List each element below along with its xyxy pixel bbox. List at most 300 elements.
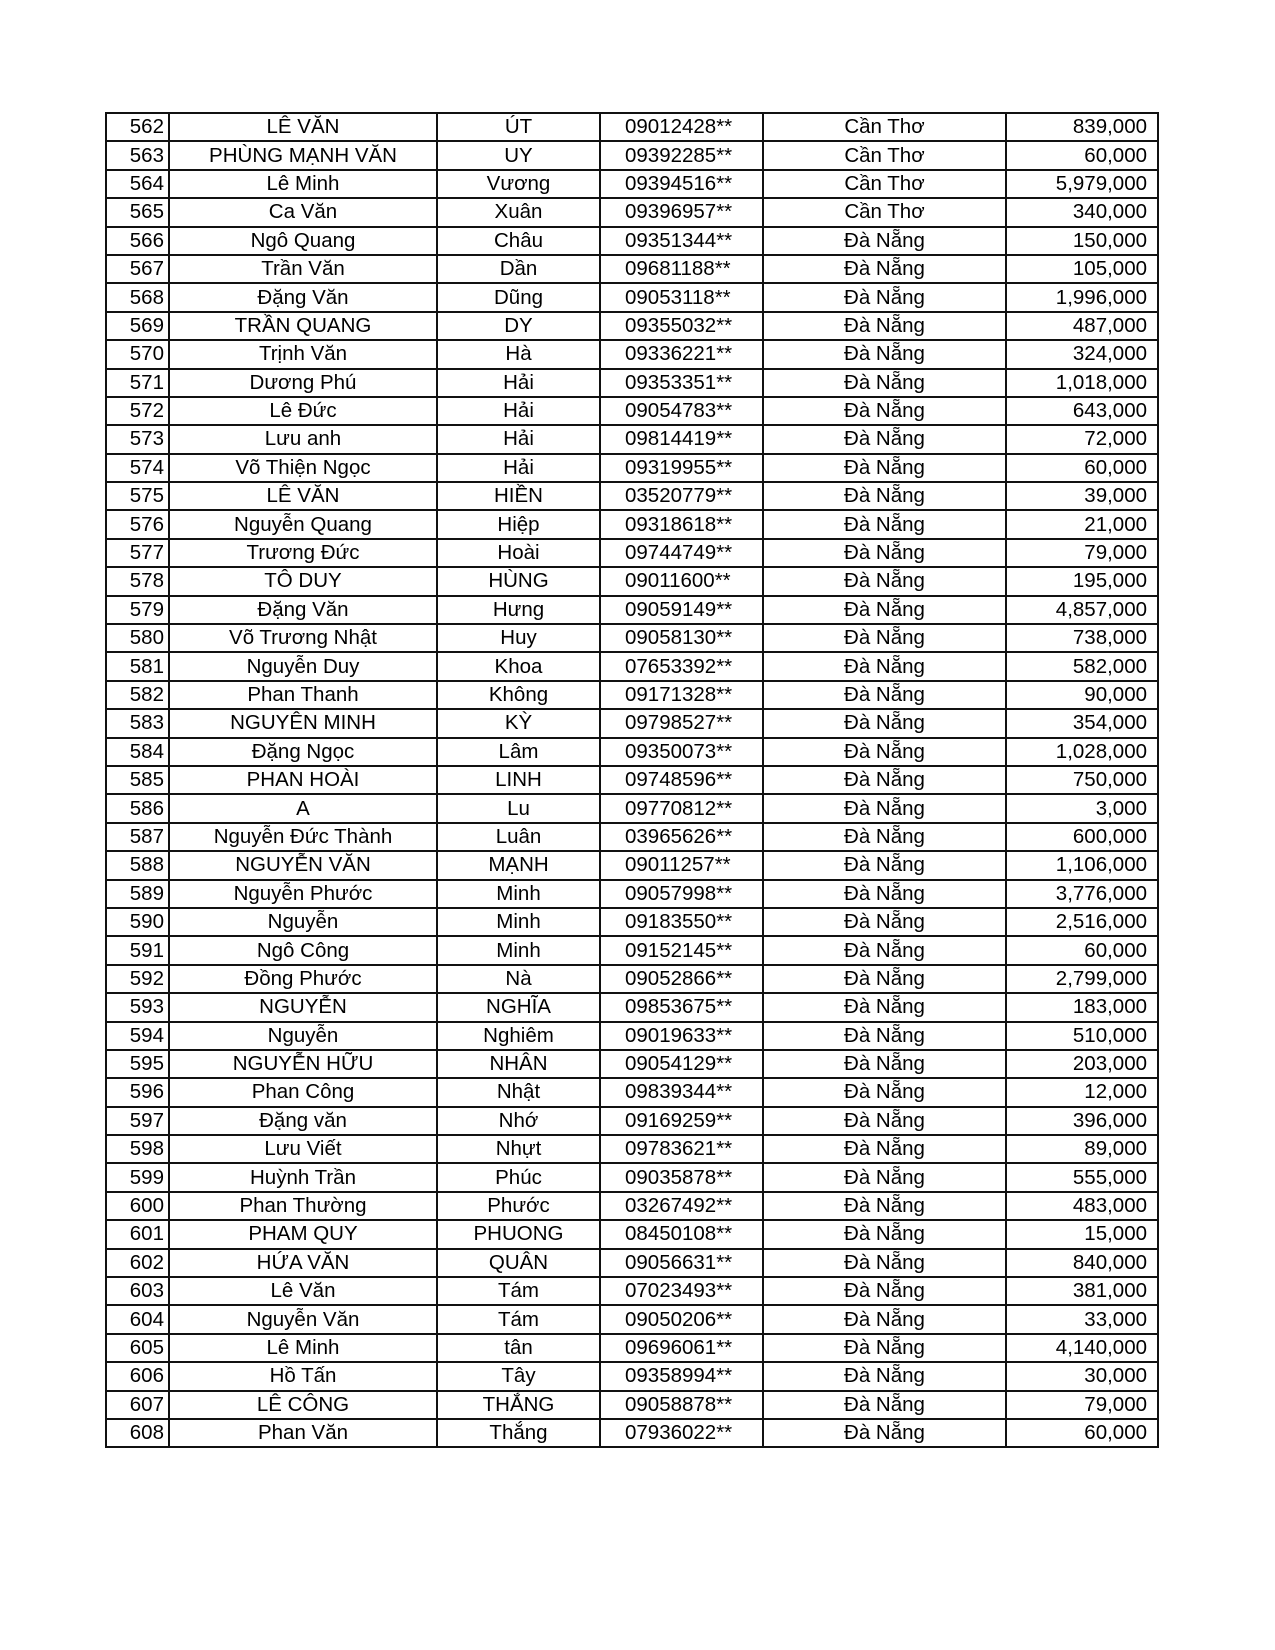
surname-cell: Võ Thiện Ngọc (169, 454, 437, 482)
province-cell: Cần Thơ (763, 170, 1006, 198)
table-row (106, 255, 1158, 283)
row-number-cell: 579 (106, 596, 169, 624)
province-cell: Đà Nẵng (763, 1220, 1006, 1248)
row-number-cell: 601 (106, 1220, 169, 1248)
table-row (106, 1050, 1158, 1078)
row-number-cell: 573 (106, 425, 169, 453)
amount-cell: 839,000 (1006, 113, 1158, 141)
province-cell: Đà Nẵng (763, 340, 1006, 368)
surname-cell: Nguyễn (169, 1022, 437, 1050)
table-row (106, 567, 1158, 595)
province-cell: Đà Nẵng (763, 567, 1006, 595)
province-cell: Đà Nẵng (763, 369, 1006, 397)
surname-cell: Đặng Ngọc (169, 738, 437, 766)
row-number-cell: 603 (106, 1277, 169, 1305)
province-cell: Đà Nẵng (763, 908, 1006, 936)
amount-cell: 5,979,000 (1006, 170, 1158, 198)
phone-cell: 09396957** (600, 198, 763, 226)
table-row (106, 397, 1158, 425)
amount-cell: 643,000 (1006, 397, 1158, 425)
phone-cell: 08450108** (600, 1220, 763, 1248)
province-cell: Đà Nẵng (763, 823, 1006, 851)
table-row (106, 141, 1158, 169)
amount-cell: 203,000 (1006, 1050, 1158, 1078)
amount-cell: 12,000 (1006, 1078, 1158, 1106)
surname-cell: Dương Phú (169, 369, 437, 397)
surname-cell: LÊ CÔNG (169, 1391, 437, 1419)
surname-cell: PHAN HOÀI (169, 766, 437, 794)
surname-cell: Ngô Công (169, 936, 437, 964)
surname-cell: TRẦN QUANG (169, 312, 437, 340)
amount-cell: 3,776,000 (1006, 880, 1158, 908)
phone-cell: 09152145** (600, 936, 763, 964)
table-row (106, 369, 1158, 397)
table-row (106, 1305, 1158, 1333)
table-row (106, 596, 1158, 624)
amount-cell: 396,000 (1006, 1107, 1158, 1135)
table-row (106, 624, 1158, 652)
phone-cell: 09053118** (600, 283, 763, 311)
amount-cell: 89,000 (1006, 1135, 1158, 1163)
row-number-cell: 580 (106, 624, 169, 652)
given-name-cell: LINH (437, 766, 600, 794)
province-cell: Đà Nẵng (763, 539, 1006, 567)
table-row (106, 227, 1158, 255)
amount-cell: 1,028,000 (1006, 738, 1158, 766)
row-number-cell: 571 (106, 369, 169, 397)
row-number-cell: 602 (106, 1249, 169, 1277)
province-cell: Đà Nẵng (763, 227, 1006, 255)
surname-cell: Nguyễn Duy (169, 652, 437, 680)
surname-cell: NGUYÊN MINH (169, 709, 437, 737)
phone-cell: 09744749** (600, 539, 763, 567)
given-name-cell: Nhựt (437, 1135, 600, 1163)
table-row (106, 1391, 1158, 1419)
table-row (106, 993, 1158, 1021)
amount-cell: 79,000 (1006, 539, 1158, 567)
surname-cell: NGUYỄN HỮU (169, 1050, 437, 1078)
amount-cell: 4,857,000 (1006, 596, 1158, 624)
given-name-cell: tân (437, 1334, 600, 1362)
province-cell: Cần Thơ (763, 141, 1006, 169)
table-row (106, 766, 1158, 794)
phone-cell: 09059149** (600, 596, 763, 624)
phone-cell: 09351344** (600, 227, 763, 255)
surname-cell: Phan Thường (169, 1192, 437, 1220)
table-row (106, 340, 1158, 368)
amount-cell: 555,000 (1006, 1163, 1158, 1191)
row-number-cell: 594 (106, 1022, 169, 1050)
phone-cell: 07936022** (600, 1419, 763, 1447)
surname-cell: Phan Công (169, 1078, 437, 1106)
given-name-cell: ÚT (437, 113, 600, 141)
amount-cell: 30,000 (1006, 1362, 1158, 1390)
surname-cell: Hồ Tấn (169, 1362, 437, 1390)
amount-cell: 2,516,000 (1006, 908, 1158, 936)
row-number-cell: 583 (106, 709, 169, 737)
row-number-cell: 595 (106, 1050, 169, 1078)
surname-cell: Lê Minh (169, 170, 437, 198)
row-number-cell: 604 (106, 1305, 169, 1333)
table-row (106, 1277, 1158, 1305)
province-cell: Đà Nẵng (763, 624, 1006, 652)
table-row (106, 425, 1158, 453)
amount-cell: 183,000 (1006, 993, 1158, 1021)
given-name-cell: Tám (437, 1277, 600, 1305)
province-cell: Đà Nẵng (763, 794, 1006, 822)
given-name-cell: HIỀN (437, 482, 600, 510)
given-name-cell: Xuân (437, 198, 600, 226)
row-number-cell: 608 (106, 1419, 169, 1447)
amount-cell: 483,000 (1006, 1192, 1158, 1220)
table-row (106, 823, 1158, 851)
amount-cell: 324,000 (1006, 340, 1158, 368)
given-name-cell: Hà (437, 340, 600, 368)
amount-cell: 510,000 (1006, 1022, 1158, 1050)
phone-cell: 09350073** (600, 738, 763, 766)
given-name-cell: Nghiêm (437, 1022, 600, 1050)
surname-cell: Nguyễn (169, 908, 437, 936)
surname-cell: Huỳnh Trần (169, 1163, 437, 1191)
given-name-cell: Khoa (437, 652, 600, 680)
province-cell: Đà Nẵng (763, 1078, 1006, 1106)
row-number-cell: 582 (106, 681, 169, 709)
given-name-cell: Lâm (437, 738, 600, 766)
data-table (105, 112, 1159, 1448)
given-name-cell: Phước (437, 1192, 600, 1220)
province-cell: Đà Nẵng (763, 993, 1006, 1021)
row-number-cell: 585 (106, 766, 169, 794)
row-number-cell: 589 (106, 880, 169, 908)
table-row (106, 880, 1158, 908)
given-name-cell: UY (437, 141, 600, 169)
phone-cell: 09770812** (600, 794, 763, 822)
phone-cell: 09058878** (600, 1391, 763, 1419)
phone-cell: 09394516** (600, 170, 763, 198)
province-cell: Đà Nẵng (763, 1419, 1006, 1447)
phone-cell: 09748596** (600, 766, 763, 794)
amount-cell: 90,000 (1006, 681, 1158, 709)
table-row (106, 1249, 1158, 1277)
row-number-cell: 568 (106, 283, 169, 311)
phone-cell: 03965626** (600, 823, 763, 851)
surname-cell: Phan Thanh (169, 681, 437, 709)
row-number-cell: 570 (106, 340, 169, 368)
row-number-cell: 593 (106, 993, 169, 1021)
given-name-cell: QUÂN (437, 1249, 600, 1277)
row-number-cell: 600 (106, 1192, 169, 1220)
surname-cell: HỨA VĂN (169, 1249, 437, 1277)
table-row (106, 1135, 1158, 1163)
surname-cell: PHÙNG MẠNH VĂN (169, 141, 437, 169)
amount-cell: 60,000 (1006, 1419, 1158, 1447)
given-name-cell: HÙNG (437, 567, 600, 595)
table-row (106, 1163, 1158, 1191)
phone-cell: 09853675** (600, 993, 763, 1021)
province-cell: Đà Nẵng (763, 454, 1006, 482)
given-name-cell: Tây (437, 1362, 600, 1390)
table-row (106, 1419, 1158, 1447)
province-cell: Đà Nẵng (763, 738, 1006, 766)
given-name-cell: Lu (437, 794, 600, 822)
amount-cell: 79,000 (1006, 1391, 1158, 1419)
province-cell: Đà Nẵng (763, 1022, 1006, 1050)
given-name-cell: Hoài (437, 539, 600, 567)
row-number-cell: 575 (106, 482, 169, 510)
phone-cell: 09392285** (600, 141, 763, 169)
row-number-cell: 598 (106, 1135, 169, 1163)
province-cell: Đà Nẵng (763, 1362, 1006, 1390)
province-cell: Đà Nẵng (763, 510, 1006, 538)
phone-cell: 09814419** (600, 425, 763, 453)
row-number-cell: 576 (106, 510, 169, 538)
province-cell: Đà Nẵng (763, 255, 1006, 283)
table-row (106, 510, 1158, 538)
amount-cell: 21,000 (1006, 510, 1158, 538)
phone-cell: 09171328** (600, 681, 763, 709)
amount-cell: 60,000 (1006, 936, 1158, 964)
province-cell: Đà Nẵng (763, 397, 1006, 425)
given-name-cell: NGHĨA (437, 993, 600, 1021)
amount-cell: 15,000 (1006, 1220, 1158, 1248)
row-number-cell: 569 (106, 312, 169, 340)
surname-cell: Trần Văn (169, 255, 437, 283)
surname-cell: Đồng Phước (169, 965, 437, 993)
table-row (106, 1107, 1158, 1135)
province-cell: Đà Nẵng (763, 1249, 1006, 1277)
row-number-cell: 597 (106, 1107, 169, 1135)
given-name-cell: Minh (437, 936, 600, 964)
amount-cell: 60,000 (1006, 141, 1158, 169)
phone-cell: 09353351** (600, 369, 763, 397)
given-name-cell: Không (437, 681, 600, 709)
given-name-cell: Dũng (437, 283, 600, 311)
table-row (106, 851, 1158, 879)
given-name-cell: DY (437, 312, 600, 340)
table-row (106, 1078, 1158, 1106)
province-cell: Đà Nẵng (763, 283, 1006, 311)
row-number-cell: 588 (106, 851, 169, 879)
phone-cell: 09336221** (600, 340, 763, 368)
table-row (106, 454, 1158, 482)
given-name-cell: KỲ (437, 709, 600, 737)
given-name-cell: NHÂN (437, 1050, 600, 1078)
row-number-cell: 584 (106, 738, 169, 766)
phone-cell: 09358994** (600, 1362, 763, 1390)
given-name-cell: Nhớ (437, 1107, 600, 1135)
province-cell: Đà Nẵng (763, 1391, 1006, 1419)
table-row (106, 965, 1158, 993)
province-cell: Đà Nẵng (763, 851, 1006, 879)
amount-cell: 4,140,000 (1006, 1334, 1158, 1362)
amount-cell: 1,996,000 (1006, 283, 1158, 311)
amount-cell: 105,000 (1006, 255, 1158, 283)
row-number-cell: 591 (106, 936, 169, 964)
province-cell: Đà Nẵng (763, 1334, 1006, 1362)
surname-cell: Nguyễn Đức Thành (169, 823, 437, 851)
table-row (106, 709, 1158, 737)
surname-cell: PHAM QUY (169, 1220, 437, 1248)
province-cell: Đà Nẵng (763, 1277, 1006, 1305)
table-row (106, 113, 1158, 141)
row-number-cell: 596 (106, 1078, 169, 1106)
province-cell: Đà Nẵng (763, 1305, 1006, 1333)
amount-cell: 1,018,000 (1006, 369, 1158, 397)
given-name-cell: Dần (437, 255, 600, 283)
phone-cell: 09798527** (600, 709, 763, 737)
province-cell: Đà Nẵng (763, 766, 1006, 794)
surname-cell: LÊ VĂN (169, 482, 437, 510)
given-name-cell: Hải (437, 425, 600, 453)
row-number-cell: 566 (106, 227, 169, 255)
surname-cell: Trịnh Văn (169, 340, 437, 368)
surname-cell: TÔ DUY (169, 567, 437, 595)
row-number-cell: 564 (106, 170, 169, 198)
surname-cell: Võ Trương Nhật (169, 624, 437, 652)
table-row (106, 283, 1158, 311)
amount-cell: 1,106,000 (1006, 851, 1158, 879)
province-cell: Đà Nẵng (763, 1050, 1006, 1078)
province-cell: Đà Nẵng (763, 681, 1006, 709)
row-number-cell: 567 (106, 255, 169, 283)
table-row (106, 170, 1158, 198)
amount-cell: 381,000 (1006, 1277, 1158, 1305)
row-number-cell: 563 (106, 141, 169, 169)
given-name-cell: Thắng (437, 1419, 600, 1447)
province-cell: Đà Nẵng (763, 425, 1006, 453)
amount-cell: 3,000 (1006, 794, 1158, 822)
row-number-cell: 572 (106, 397, 169, 425)
given-name-cell: Minh (437, 908, 600, 936)
given-name-cell: Minh (437, 880, 600, 908)
phone-cell: 09183550** (600, 908, 763, 936)
surname-cell: NGUYỄN VĂN (169, 851, 437, 879)
phone-cell: 09011600** (600, 567, 763, 595)
surname-cell: Lê Đức (169, 397, 437, 425)
amount-cell: 582,000 (1006, 652, 1158, 680)
given-name-cell: Hải (437, 369, 600, 397)
phone-cell: 09054129** (600, 1050, 763, 1078)
surname-cell: Đặng Văn (169, 283, 437, 311)
given-name-cell: THẮNG (437, 1391, 600, 1419)
table-row (106, 681, 1158, 709)
table-row (106, 738, 1158, 766)
table-row (106, 1362, 1158, 1390)
given-name-cell: Vương (437, 170, 600, 198)
table-row (106, 794, 1158, 822)
phone-cell: 03520779** (600, 482, 763, 510)
province-cell: Cần Thơ (763, 113, 1006, 141)
phone-cell: 09011257** (600, 851, 763, 879)
row-number-cell: 577 (106, 539, 169, 567)
province-cell: Đà Nẵng (763, 936, 1006, 964)
row-number-cell: 578 (106, 567, 169, 595)
row-number-cell: 605 (106, 1334, 169, 1362)
province-cell: Đà Nẵng (763, 596, 1006, 624)
table-body (106, 113, 1158, 1447)
phone-cell: 09019633** (600, 1022, 763, 1050)
surname-cell: Lê Minh (169, 1334, 437, 1362)
phone-cell: 07653392** (600, 652, 763, 680)
surname-cell: Ca Văn (169, 198, 437, 226)
province-cell: Đà Nẵng (763, 482, 1006, 510)
table-row (106, 482, 1158, 510)
surname-cell: Lê Văn (169, 1277, 437, 1305)
amount-cell: 600,000 (1006, 823, 1158, 851)
row-number-cell: 565 (106, 198, 169, 226)
surname-cell: Trương Đức (169, 539, 437, 567)
phone-cell: 09783621** (600, 1135, 763, 1163)
province-cell: Đà Nẵng (763, 312, 1006, 340)
given-name-cell: Luân (437, 823, 600, 851)
phone-cell: 09052866** (600, 965, 763, 993)
amount-cell: 750,000 (1006, 766, 1158, 794)
amount-cell: 150,000 (1006, 227, 1158, 255)
amount-cell: 33,000 (1006, 1305, 1158, 1333)
province-cell: Đà Nẵng (763, 880, 1006, 908)
table-row (106, 312, 1158, 340)
phone-cell: 09839344** (600, 1078, 763, 1106)
surname-cell: Lưu Viết (169, 1135, 437, 1163)
phone-cell: 09050206** (600, 1305, 763, 1333)
amount-cell: 195,000 (1006, 567, 1158, 595)
row-number-cell: 606 (106, 1362, 169, 1390)
table-row (106, 1334, 1158, 1362)
given-name-cell: PHUONG (437, 1220, 600, 1248)
surname-cell: NGUYỄN (169, 993, 437, 1021)
phone-cell: 09058130** (600, 624, 763, 652)
row-number-cell: 587 (106, 823, 169, 851)
province-cell: Cần Thơ (763, 198, 1006, 226)
surname-cell: LÊ VĂN (169, 113, 437, 141)
table-row (106, 652, 1158, 680)
table-row (106, 1022, 1158, 1050)
given-name-cell: Hiệp (437, 510, 600, 538)
row-number-cell: 590 (106, 908, 169, 936)
given-name-cell: MẠNH (437, 851, 600, 879)
phone-cell: 09057998** (600, 880, 763, 908)
phone-cell: 09056631** (600, 1249, 763, 1277)
phone-cell: 07023493** (600, 1277, 763, 1305)
amount-cell: 340,000 (1006, 198, 1158, 226)
given-name-cell: Hải (437, 397, 600, 425)
surname-cell: Phan Văn (169, 1419, 437, 1447)
surname-cell: Nguyễn Quang (169, 510, 437, 538)
amount-cell: 487,000 (1006, 312, 1158, 340)
phone-cell: 09169259** (600, 1107, 763, 1135)
surname-cell: Nguyễn Văn (169, 1305, 437, 1333)
surname-cell: Đặng Văn (169, 596, 437, 624)
given-name-cell: Nhật (437, 1078, 600, 1106)
surname-cell: Ngô Quang (169, 227, 437, 255)
row-number-cell: 586 (106, 794, 169, 822)
table-row (106, 198, 1158, 226)
amount-cell: 39,000 (1006, 482, 1158, 510)
phone-cell: 09319955** (600, 454, 763, 482)
surname-cell: Nguyễn Phước (169, 880, 437, 908)
given-name-cell: Châu (437, 227, 600, 255)
province-cell: Đà Nẵng (763, 1192, 1006, 1220)
row-number-cell: 574 (106, 454, 169, 482)
given-name-cell: Phúc (437, 1163, 600, 1191)
table-row (106, 908, 1158, 936)
amount-cell: 2,799,000 (1006, 965, 1158, 993)
surname-cell: A (169, 794, 437, 822)
given-name-cell: Huy (437, 624, 600, 652)
row-number-cell: 581 (106, 652, 169, 680)
given-name-cell: Hưng (437, 596, 600, 624)
amount-cell: 354,000 (1006, 709, 1158, 737)
